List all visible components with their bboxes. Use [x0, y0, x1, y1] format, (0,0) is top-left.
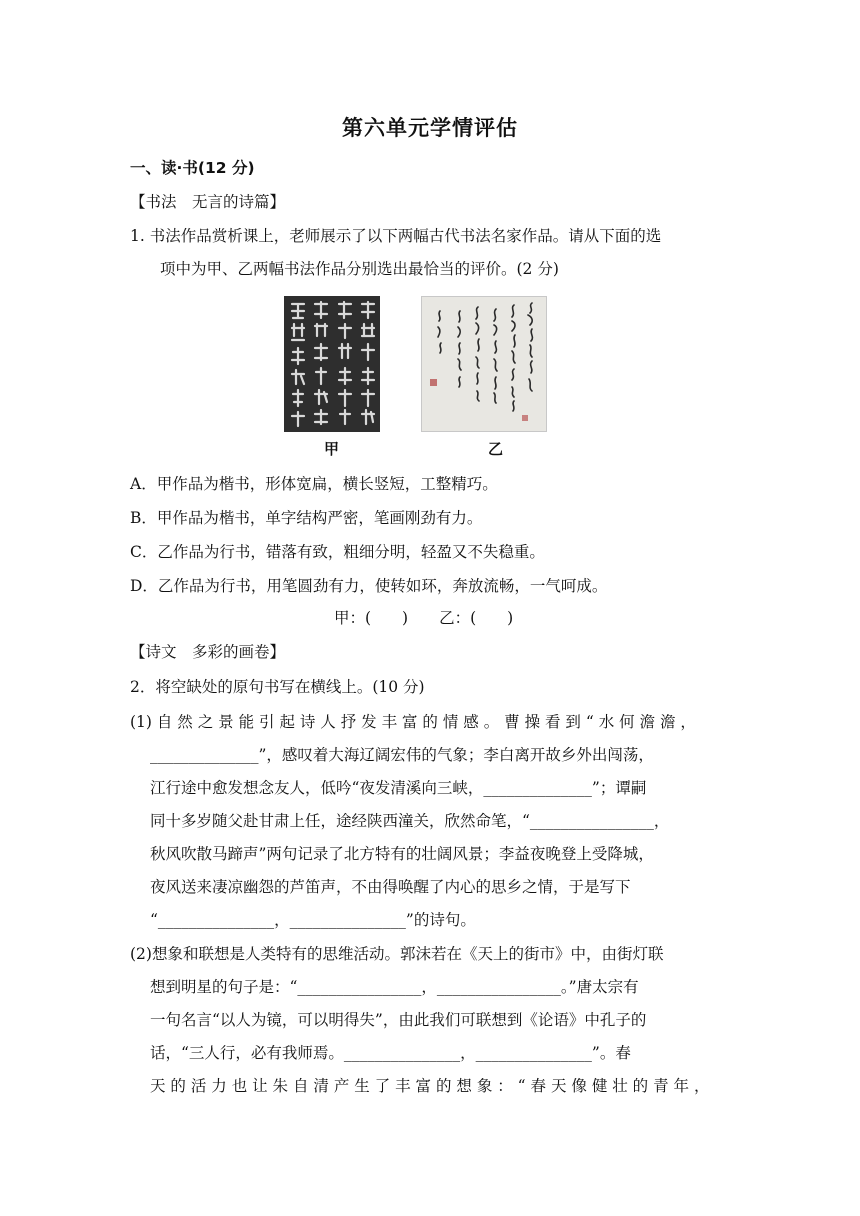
paragraph-2-line: 想到明星的句子是：“________________，________________。”唐太宗有 — [150, 978, 639, 996]
paragraph-1-line: ______________”，感叹着大海辽阔宏伟的气象；李白离开故乡外出闯荡， — [150, 746, 654, 764]
figure-label-a: 甲 — [324, 440, 340, 458]
paragraph-1-line: “_______________，_______________”的诗句。 — [150, 911, 476, 929]
question-2-heading: 2．将空缺处的原句书写在横线上。(10 分) — [130, 678, 425, 696]
paragraph-2-line: 话，“三人行，必有我师焉。_______________，_______________”。春 — [150, 1044, 631, 1062]
calligraphy-image-a — [284, 296, 380, 432]
paragraph-1-line: (1) 自 然 之 景 能 引 起 诗 人 抒 发 丰 富 的 情 感 。 曹 操 看 到 “ 水 何 澹 澹 ， — [130, 713, 696, 731]
figure-label-b: 乙 — [488, 440, 504, 458]
option-c: C．乙作品为行书，错落有致，粗细分明，轻盈又不失稳重。 — [130, 543, 545, 561]
paragraph-1-line: 夜风送来凄凉幽怨的芦笛声，不由得唤醒了内心的思乡之情，于是写下 — [150, 878, 631, 896]
paragraph-1-line: 同十多岁随父赴甘肃上任，途经陕西潼关，欣然命笔，“________________， — [150, 812, 670, 830]
option-d: D．乙作品为行书，用笔圆劲有力，使转如环，奔放流畅，一气呵成。 — [130, 577, 608, 595]
paragraph-1-line: 秋风吹散马蹄声”两句记录了北方特有的壮阔风景；李益夜晚登上受降城， — [150, 845, 654, 863]
question-1-text: 1. 书法作品赏析课上，老师展示了以下两幅古代书法名家作品。请从下面的选 — [130, 227, 662, 245]
answer-line: 甲：( ) 乙：( ) — [334, 609, 514, 627]
topic-poetry: 【诗文 多彩的画卷】 — [130, 643, 286, 661]
paragraph-2-line: 天 的 活 力 也 让 朱 自 清 产 生 了 丰 富 的 想 象 ： “ 春 天 像 健 壮 的 青 年 ， — [150, 1077, 710, 1095]
calligraphy-image-b — [421, 296, 547, 432]
calligraphy-scroll-icon — [422, 297, 546, 431]
question-1-text-cont: 项中为甲、乙两幅书法作品分别选出最恰当的评价。(2 分) — [160, 260, 559, 278]
option-b: B．甲作品为楷书，单字结构严密，笔画刚劲有力。 — [130, 509, 483, 527]
paragraph-2-line: 一句名言“以人为镜，可以明得失”，由此我们可联想到《论语》中孔子的 — [150, 1011, 647, 1029]
paragraph-2-line: (2)想象和联想是人类特有的思维活动。郭沫若在《天上的街市》中，由街灯联 — [130, 945, 664, 963]
page-title: 第六单元学情评估 — [342, 116, 518, 140]
section-heading: 一、读·书(12 分) — [130, 159, 255, 177]
option-a: A．甲作品为楷书，形体宽扁，横长竖短，工整精巧。 — [130, 475, 498, 493]
paragraph-1-line: 江行途中愈发想念友人，低吟“夜发清溪向三峡，______________”；谭嗣 — [150, 779, 647, 797]
topic-calligraphy: 【书法 无言的诗篇】 — [130, 193, 286, 211]
calligraphy-rubbing-icon — [284, 296, 380, 432]
